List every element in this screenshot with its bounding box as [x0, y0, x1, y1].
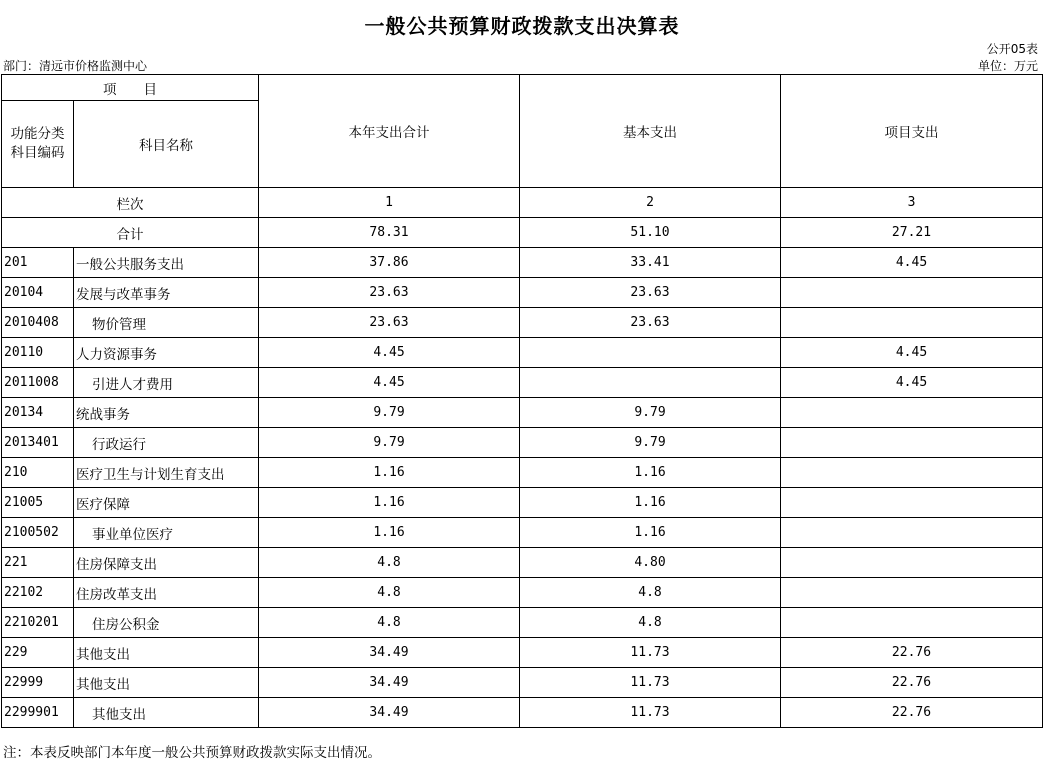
table-row	[2, 248, 1043, 278]
row-subject-name: 事业单位医疗	[74, 518, 259, 548]
row-index-1: 1	[259, 188, 520, 218]
row-basic: 23.63	[520, 278, 781, 308]
row-project	[781, 548, 1043, 578]
row-total: 1.16	[259, 458, 520, 488]
row-basic: 1.16	[520, 518, 781, 548]
row-project	[781, 278, 1043, 308]
row-project	[781, 518, 1043, 548]
row-total: 4.8	[259, 578, 520, 608]
row-project	[781, 428, 1043, 458]
row-subject-name: 住房保障支出	[74, 548, 259, 578]
row-total: 4.45	[259, 368, 520, 398]
row-basic	[520, 338, 781, 368]
row-project: 22.76	[781, 698, 1043, 728]
row-basic: 4.80	[520, 548, 781, 578]
row-code: 2210201	[2, 608, 74, 638]
row-subject-name: 其他支出	[74, 638, 259, 668]
row-total: 34.49	[259, 698, 520, 728]
row-code: 21005	[2, 488, 74, 518]
row-subject-name: 发展与改革事务	[74, 278, 259, 308]
header-item: 项 目	[2, 75, 259, 101]
row-basic: 23.63	[520, 308, 781, 338]
row-code: 2100502	[2, 518, 74, 548]
row-basic: 1.16	[520, 458, 781, 488]
row-basic: 4.8	[520, 608, 781, 638]
row-subject-name: 其他支出	[74, 668, 259, 698]
department-label: 部门：清远市价格监测中心	[3, 59, 148, 73]
row-subject-name: 统战事务	[74, 398, 259, 428]
row-basic: 33.41	[520, 248, 781, 278]
row-basic: 9.79	[520, 428, 781, 458]
row-project	[781, 578, 1043, 608]
row-basic: 11.73	[520, 638, 781, 668]
header-col-basic: 基本支出	[520, 75, 781, 188]
page-title: 一般公共预算财政拨款支出决算表	[364, 14, 680, 38]
row-code: 201	[2, 248, 74, 278]
row-subject-name: 医疗卫生与计划生育支出	[74, 458, 259, 488]
table-row	[2, 368, 1043, 398]
row-code: 221	[2, 548, 74, 578]
row-basic: 1.16	[520, 488, 781, 518]
table-row	[2, 578, 1043, 608]
table-row	[2, 668, 1043, 698]
row-basic: 9.79	[520, 398, 781, 428]
row-project	[781, 488, 1043, 518]
table-row	[2, 458, 1043, 488]
row-project	[781, 308, 1043, 338]
row-total: 23.63	[259, 278, 520, 308]
table-code: 公开05表	[986, 42, 1038, 56]
row-total: 1.16	[259, 488, 520, 518]
header-col-total: 本年支出合计	[259, 75, 520, 188]
row-project: 22.76	[781, 638, 1043, 668]
row-code: 2010408	[2, 308, 74, 338]
table-row	[2, 548, 1043, 578]
row-total: 4.45	[259, 338, 520, 368]
row-subject-name: 其他支出	[74, 698, 259, 728]
row-basic	[520, 368, 781, 398]
table-row	[2, 278, 1043, 308]
total-label: 合计	[2, 218, 259, 248]
row-subject-name: 医疗保障	[74, 488, 259, 518]
header-subject-name: 科目名称	[74, 101, 259, 188]
row-basic: 4.8	[520, 578, 781, 608]
table-row	[2, 518, 1043, 548]
row-code: 2013401	[2, 428, 74, 458]
table-row	[2, 698, 1043, 728]
row-total: 9.79	[259, 398, 520, 428]
total-basic: 51.10	[520, 218, 781, 248]
row-code: 2299901	[2, 698, 74, 728]
header-func-code: 功能分类科目编码	[2, 101, 74, 188]
expenditure-table	[1, 74, 1043, 728]
row-subject-name: 行政运行	[74, 428, 259, 458]
row-subject-name: 住房公积金	[74, 608, 259, 638]
table-row	[2, 338, 1043, 368]
row-subject-name: 住房改革支出	[74, 578, 259, 608]
row-total: 1.16	[259, 518, 520, 548]
row-basic: 11.73	[520, 698, 781, 728]
table-row	[2, 488, 1043, 518]
footnote: 注：本表反映部门本年度一般公共预算财政拨款实际支出情况。	[3, 745, 381, 761]
row-project: 4.45	[781, 368, 1043, 398]
row-project	[781, 398, 1043, 428]
row-index-2: 2	[520, 188, 781, 218]
row-code: 2011008	[2, 368, 74, 398]
table-row	[2, 398, 1043, 428]
row-code: 210	[2, 458, 74, 488]
row-project: 4.45	[781, 338, 1043, 368]
unit-label: 单位：万元	[977, 59, 1038, 73]
total-project: 27.21	[781, 218, 1043, 248]
row-total: 34.49	[259, 638, 520, 668]
row-index-label: 栏次	[2, 188, 259, 218]
row-code: 20134	[2, 398, 74, 428]
row-subject-name: 引进人才费用	[74, 368, 259, 398]
row-total: 23.63	[259, 308, 520, 338]
row-project: 22.76	[781, 668, 1043, 698]
row-basic: 11.73	[520, 668, 781, 698]
row-project: 4.45	[781, 248, 1043, 278]
row-total: 37.86	[259, 248, 520, 278]
table-row	[2, 638, 1043, 668]
row-total: 4.8	[259, 608, 520, 638]
row-index-3: 3	[781, 188, 1043, 218]
table-row	[2, 308, 1043, 338]
table-row	[2, 428, 1043, 458]
row-total: 9.79	[259, 428, 520, 458]
row-subject-name: 一般公共服务支出	[74, 248, 259, 278]
row-code: 22102	[2, 578, 74, 608]
row-total: 34.49	[259, 668, 520, 698]
row-code: 20104	[2, 278, 74, 308]
header-col-project: 项目支出	[781, 75, 1043, 188]
row-project	[781, 608, 1043, 638]
row-code: 20110	[2, 338, 74, 368]
row-project	[781, 458, 1043, 488]
table-row	[2, 608, 1043, 638]
row-code: 229	[2, 638, 74, 668]
row-subject-name: 物价管理	[74, 308, 259, 338]
row-total: 4.8	[259, 548, 520, 578]
row-subject-name: 人力资源事务	[74, 338, 259, 368]
row-code: 22999	[2, 668, 74, 698]
total-sum: 78.31	[259, 218, 520, 248]
